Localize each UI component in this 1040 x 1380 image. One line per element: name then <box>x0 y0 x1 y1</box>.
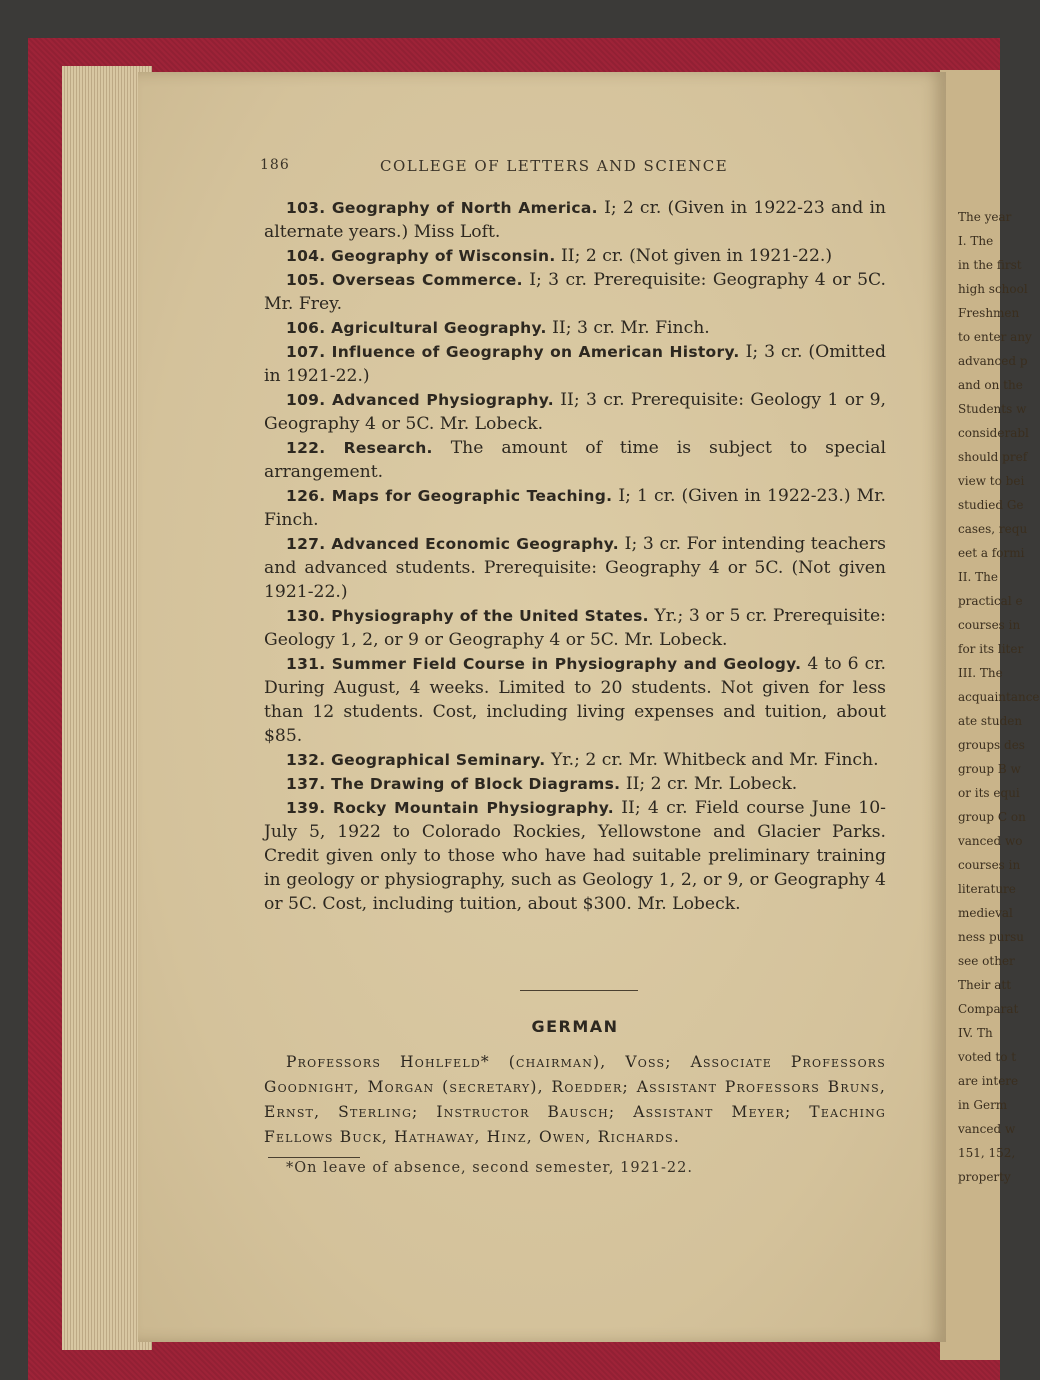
course-heading: 103. Geography of North America. <box>286 199 598 217</box>
course-heading: 122. Research. <box>286 439 433 457</box>
adjacent-page-fragment: advanced p <box>958 354 1028 368</box>
adjacent-page-fragment: to enter any <box>958 330 1032 344</box>
adjacent-page-fragment: studied Ge <box>958 498 1024 512</box>
course-heading: 105. Overseas Commerce. <box>286 271 523 289</box>
adjacent-page-fragment: I. The <box>958 234 994 248</box>
adjacent-page-fragment: high school <box>958 282 1028 296</box>
adjacent-page-fragment: Comparat <box>958 1002 1019 1016</box>
adjacent-page-fragment: courses in <box>958 618 1021 632</box>
adjacent-page-fragment: ate studen <box>958 714 1023 728</box>
course-details: I; 2 cr. (Given in 1922-23 and in alternate years.) Miss Loft. <box>264 198 887 242</box>
course-entry <box>264 748 886 772</box>
adjacent-page-fragment: The year <box>958 210 1012 224</box>
running-header <box>260 155 770 179</box>
course-entry <box>264 772 886 796</box>
adjacent-page-fragment: or its equi <box>958 786 1020 800</box>
course-details: II; 2 cr. (Not given in 1921-22.) <box>560 246 833 266</box>
running-title: COLLEGE OF LETTERS AND SCIENCE <box>380 157 729 175</box>
course-entry <box>264 316 886 340</box>
adjacent-page-fragment: II. The <box>958 570 998 584</box>
adjacent-page-fragment: IV. Th <box>958 1026 993 1040</box>
course-details: I; 3 cr. Prerequisite: Geography 4 or 5C. Mr. Frey. <box>264 270 887 314</box>
course-entry <box>264 484 886 532</box>
course-entry <box>264 532 886 604</box>
section-divider <box>520 990 638 991</box>
adjacent-page-fragment: group C on <box>958 810 1026 824</box>
course-entry <box>264 340 886 388</box>
adjacent-page-fragment: view to bei <box>958 474 1025 488</box>
course-details: The amount of time is subject to special arrangement. <box>264 438 886 482</box>
adjacent-page-fragment: courses in <box>958 858 1021 872</box>
adjacent-page-fragment: vanced w <box>958 1122 1016 1136</box>
faculty-list: Professors Hohlfeld* (chairman), Voss; Associate Professors Goodnight, Morgan (secretary), Roedder; Assistant Professors Bruns, Ernst, Sterling; Instructor Bausch; Assistant Meyer; Teaching Fellows Buck, Hathaway, Hinz, Owen, Richards. <box>264 1053 886 1146</box>
adjacent-page-fragment: in Germ <box>958 1098 1008 1112</box>
adjacent-page-fragment: acquaintance <box>958 690 1040 704</box>
course-details: II; 3 cr. Prerequisite: Geology 1 or 9, Geography 4 or 5C. Mr. Lobeck. <box>264 390 886 434</box>
adjacent-page-fragment: see other <box>958 954 1015 968</box>
course-list <box>264 196 886 916</box>
course-entry <box>264 436 886 484</box>
adjacent-page <box>940 70 1040 1360</box>
course-heading: 137. The Drawing of Block Diagrams. <box>286 775 621 793</box>
course-heading: 106. Agricultural Geography. <box>286 319 547 337</box>
adjacent-page-fragment: III. The <box>958 666 1003 680</box>
course-heading: 139. Rocky Mountain Physiography. <box>286 799 614 817</box>
course-details: II; 3 cr. Mr. Finch. <box>552 318 710 338</box>
course-heading: 127. Advanced Economic Geography. <box>286 535 619 553</box>
adjacent-page-fragment: are intere <box>958 1074 1019 1088</box>
adjacent-page-fragment: considerabl <box>958 426 1029 440</box>
adjacent-page-fragment: ness pursu <box>958 930 1024 944</box>
adjacent-page-fragment: Freshmen <box>958 306 1020 320</box>
course-heading: 130. Physiography of the United States. <box>286 607 649 625</box>
adjacent-page-fragment: voted to t <box>958 1050 1017 1064</box>
course-entry <box>264 196 886 244</box>
adjacent-page-fragment: cases, requ <box>958 522 1028 536</box>
adjacent-page-fragment: Their att <box>958 978 1012 992</box>
course-details: Yr.; 3 or 5 cr. Prerequisite: Geology 1, 2, or 9 or Geography 4 or 5C. Mr. Lobeck. <box>264 606 886 650</box>
course-heading: 126. Maps for Geographic Teaching. <box>286 487 613 505</box>
course-heading: 109. Advanced Physiography. <box>286 391 554 409</box>
adjacent-page-fragment: practical e <box>958 594 1023 608</box>
course-heading: 104. Geography of Wisconsin. <box>286 247 556 265</box>
course-entry <box>264 604 886 652</box>
course-details: Yr.; 2 cr. Mr. Whitbeck and Mr. Finch. <box>550 750 879 770</box>
adjacent-page-fragment: Students w <box>958 402 1027 416</box>
course-heading: 132. Geographical Seminary. <box>286 751 546 769</box>
adjacent-page-fragment: medieval <box>958 906 1013 920</box>
course-entry <box>264 268 886 316</box>
section-title: GERMAN <box>531 1017 619 1036</box>
page-number: 186 <box>260 157 290 173</box>
footnote-rule <box>268 1157 360 1158</box>
adjacent-page-fragment: for its liter <box>958 642 1024 656</box>
adjacent-page-fragment: eet a formi <box>958 546 1025 560</box>
adjacent-page-fragment: and on the <box>958 378 1023 392</box>
adjacent-page-fragment: should pref <box>958 450 1028 464</box>
footnote: *On leave of absence, second semester, 1921-22. <box>286 1160 693 1176</box>
course-details: I; 3 cr. For intending teachers and advanced students. Prerequisite: Geography 4 or 5C. (Not given 1921-22.) <box>264 534 887 602</box>
course-details: I; 3 cr. (Omitted in 1921-22.) <box>264 342 886 386</box>
course-details: II; 4 cr. Field course June 10-July 5, 1922 to Colorado Rockies, Yellowstone and Glacier Parks. Credit given only to those who have had suitable preliminary training in geology or physiography, such as Geology 1, 2, or 9, or Geography 4 or 5C. Cost, including tuition, about $300. Mr. Lobeck. <box>264 798 886 914</box>
course-heading: 107. Influence of Geography on American History. <box>286 343 740 361</box>
adjacent-page-fragment: in the first <box>958 258 1022 272</box>
course-details: II; 2 cr. Mr. Lobeck. <box>625 774 798 794</box>
course-entry <box>264 388 886 436</box>
adjacent-page-fragment: literature <box>958 882 1016 896</box>
course-heading: 131. Summer Field Course in Physiography and Geology. <box>286 655 802 673</box>
adjacent-page-fragment: groups des <box>958 738 1025 752</box>
adjacent-page-fragment: property <box>958 1170 1011 1184</box>
course-entry <box>264 796 886 916</box>
adjacent-page-fragment: 151, 152, <box>958 1146 1016 1160</box>
adjacent-page-fragment: vanced wo <box>958 834 1023 848</box>
course-entry <box>264 652 886 748</box>
adjacent-page-fragment: group B w <box>958 762 1021 776</box>
course-entry <box>264 244 886 268</box>
course-details: I; 1 cr. (Given in 1922-23.) Mr. Finch. <box>264 486 886 530</box>
course-details: 4 to 6 cr. During August, 4 weeks. Limited to 20 students. Not given for less than 12 students. Cost, including living expenses and tuition, about $85. <box>264 654 886 746</box>
